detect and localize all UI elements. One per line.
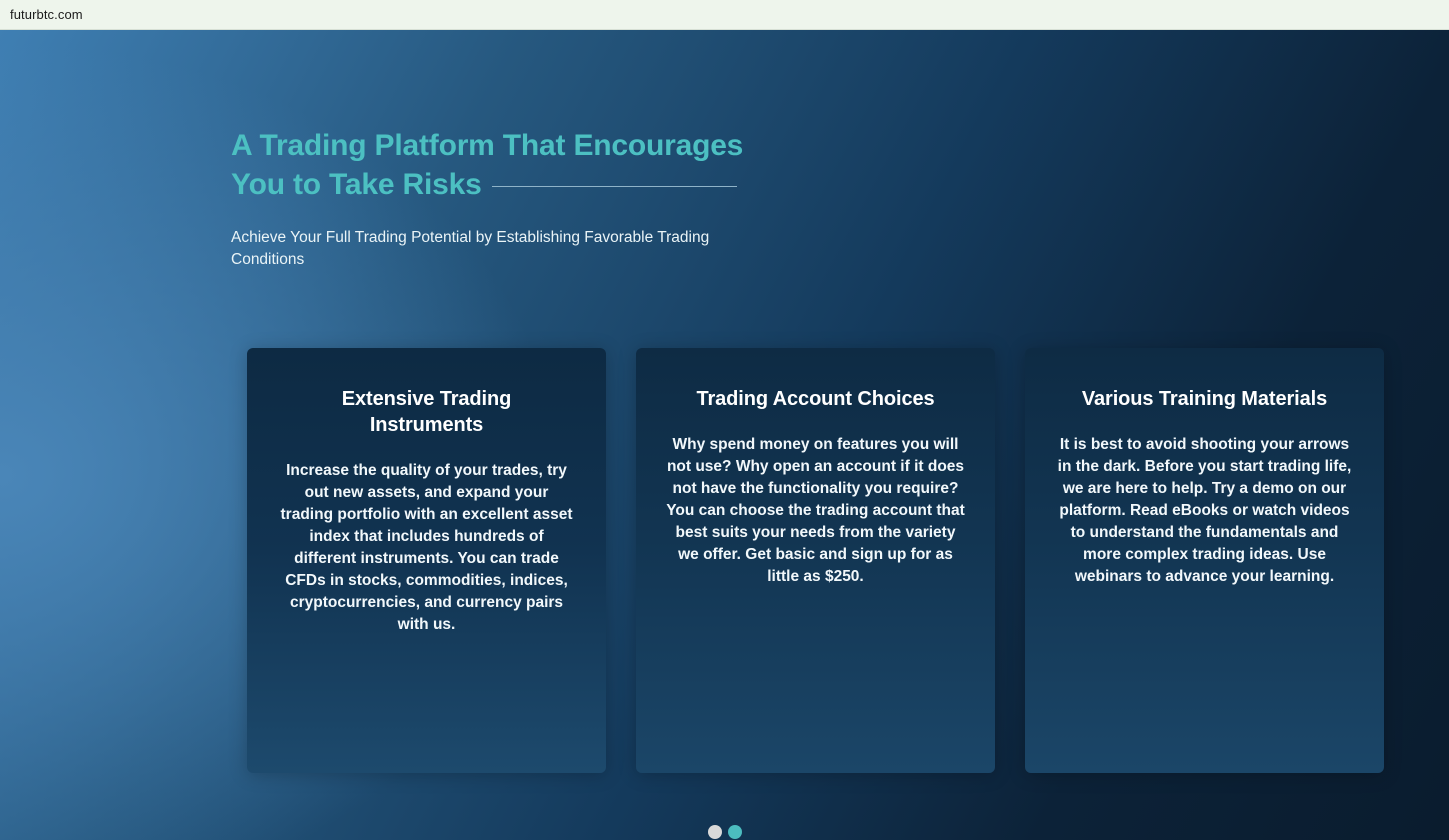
headline-line-2: You to Take Risks [231,168,482,201]
feature-card-body: Why spend money on features you will not use? Why open an account if it does not have the functionality you require? You can choose the trading account that best suits your needs from the variety we offer. Get basic and sign up for as little as $250. [666,436,965,585]
feature-card-body: It is best to avoid shooting your arrows in the dark. Before you start trading life, we are here to help. Try a demo on our platform. Read eBooks or watch videos to understand the fundamentals and more complex trading ideas. Use webinars to advance your learning. [1057,436,1352,585]
carousel-dot-1[interactable] [708,825,722,839]
feature-card-title: Trading Account Choices [696,388,935,410]
feature-card[interactable] [1025,348,1384,773]
url-text: futurbtc.com [10,7,83,22]
browser-url-bar[interactable] [0,0,1449,30]
headline-line-1: A Trading Platform That Encourages [231,129,744,162]
feature-card[interactable] [247,348,606,773]
carousel-dot-2[interactable] [728,825,742,839]
feature-card-title: Extensive Trading Instruments [341,388,512,436]
feature-card-title: Various Training Materials [1081,388,1328,410]
feature-card-list [247,348,1384,773]
hero-section [0,30,1449,840]
carousel-pagination [0,825,1449,839]
hero-content [231,30,1411,271]
feature-card[interactable] [636,348,995,773]
feature-card-body: Increase the quality of your trades, try out new assets, and expand your trading portfolio with an excellent asset index that includes hundreds of different instruments. You can trade CFDs in stocks, commodities, indices, cryptocurrencies, and currency pairs with us. [280,462,573,633]
page-title [231,126,791,204]
hero-subheadline: Achieve Your Full Trading Potential by Establishing Favorable Trading Conditions [231,229,710,268]
headline-divider [492,186,737,187]
